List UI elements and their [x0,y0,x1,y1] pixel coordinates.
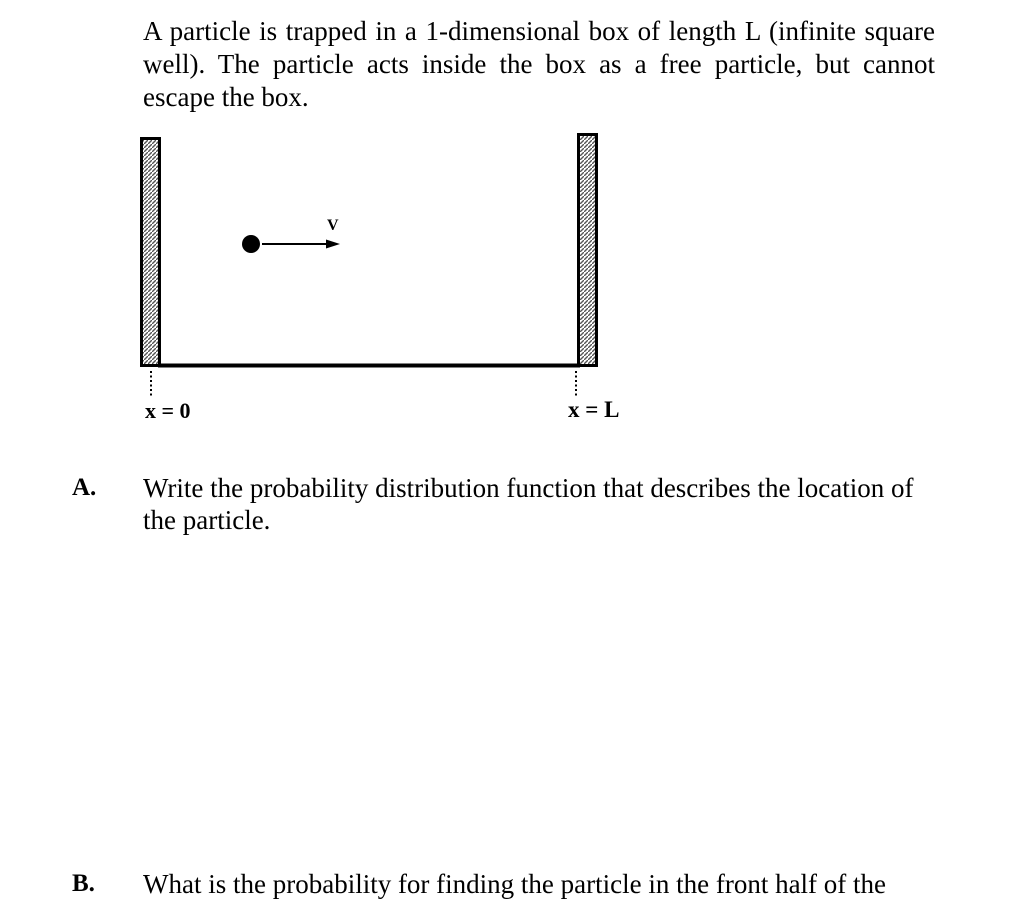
right-wall [579,135,597,366]
x-zero-label: x = 0 [145,398,191,423]
question-b-text: What is the probability for finding the particle in the front half of the [143,869,887,899]
x-l-label: x = L [568,397,620,422]
left-wall [142,139,160,366]
question-a-label: A. [72,474,97,501]
particle [242,235,260,253]
velocity-arrow [262,240,340,249]
velocity-label: V [327,217,339,234]
question-b-label: B. [72,870,95,897]
question-a-text: Write the probability distribution function that describes the location of the particle. [143,473,914,535]
intro-paragraph: A particle is trapped in a 1-dimensional box of length L (infinite square well). The particle acts inside the box as a free particle, but cannot escape the box. [143,16,935,112]
